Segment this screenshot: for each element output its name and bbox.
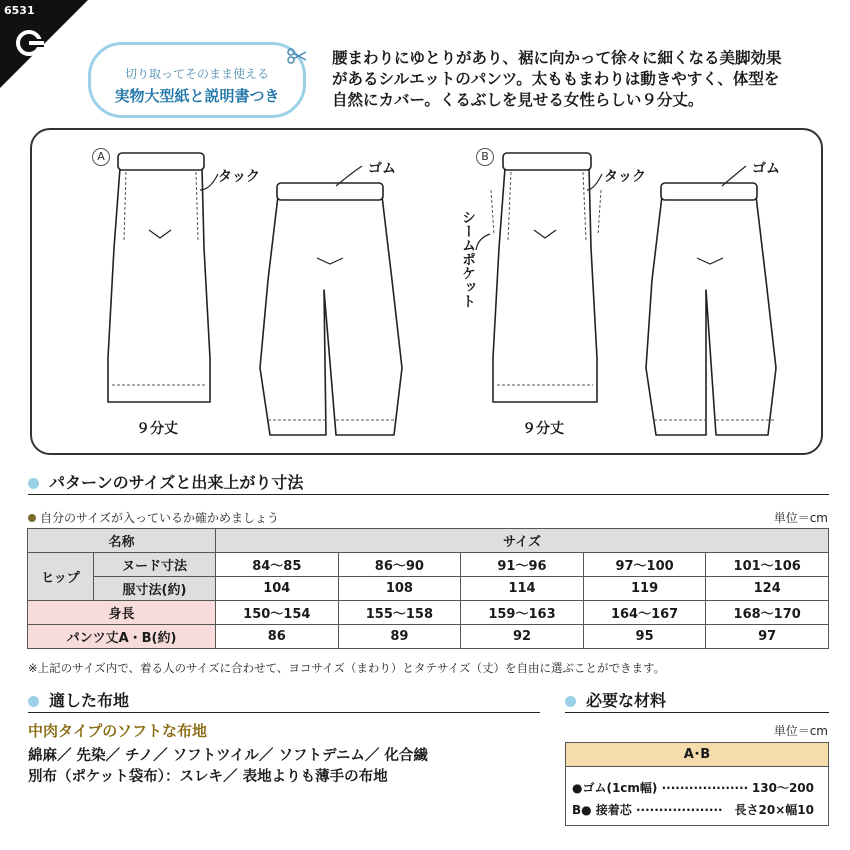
materials-table	[565, 742, 829, 826]
material-label: B● 接着芯 ···················	[572, 803, 723, 817]
bullet-icon	[28, 514, 36, 522]
row-label: ヌード寸法	[94, 553, 216, 577]
tuck-label-a: タック	[218, 169, 260, 185]
waistband-a-back	[277, 183, 383, 200]
seam-pocket-label: シームポケット	[460, 210, 476, 308]
waistband-a-front	[118, 153, 204, 170]
badge-subtitle: 切り取ってそのまま使える	[124, 67, 269, 81]
material-value: 130〜200	[751, 781, 814, 795]
badge-title: 実物大型紙と説明書つき	[114, 87, 280, 105]
name-header: 名称	[28, 529, 216, 553]
size-header: サイズ	[216, 529, 829, 553]
table-cell: 164〜167	[583, 601, 706, 625]
table-row	[28, 553, 829, 577]
illustration-panel	[30, 128, 823, 455]
table-cell: 92	[461, 625, 584, 649]
table-row	[28, 601, 829, 625]
length-label-b: ９分丈	[522, 421, 564, 437]
material-row-elastic	[572, 779, 820, 796]
style-b-marker: B	[476, 148, 494, 166]
table-cell: 97	[706, 625, 829, 649]
hip-label: ヒップ	[28, 553, 94, 601]
table-cell: 91〜96	[461, 553, 584, 577]
table-cell: 104	[216, 577, 339, 601]
materials-unit: 単位＝cm	[773, 724, 828, 738]
size-table	[27, 528, 829, 649]
description-line-3: 自然にカバー。くるぶしを見せる女性らしい９分丈。	[332, 91, 704, 109]
material-value: 長さ20×幅10	[734, 803, 814, 817]
tuck-label-b: タック	[604, 169, 646, 185]
table-cell: 86〜90	[338, 553, 461, 577]
row-label: パンツ丈A・B(約)	[28, 625, 216, 649]
table-cell: 108	[338, 577, 461, 601]
description-line-1: 腰まわりにゆとりがあり、裾に向かって徐々に細くなる美脚効果	[332, 49, 782, 67]
section-dot-icon	[28, 478, 39, 489]
section-dot-icon	[565, 696, 576, 707]
materials-section-title: 必要な材料	[565, 688, 666, 711]
materials-header: A･B	[566, 743, 828, 767]
row-label: 服寸法(約)	[94, 577, 216, 601]
size-check-note: 自分のサイズが入っているか確かめましょう	[28, 509, 279, 526]
fabric-section-title: 適した布地	[28, 688, 129, 711]
section-dot-icon	[28, 696, 39, 707]
table-row	[28, 577, 829, 601]
elastic-label-b: ゴム	[752, 161, 780, 177]
brand-logo-icon	[14, 28, 44, 58]
materials-section-divider	[565, 712, 829, 713]
pants-a-front	[108, 168, 210, 402]
fabric-subtitle: 中肉タイプのソフトな布地	[28, 722, 207, 740]
material-row-interfacing	[572, 801, 820, 818]
table-cell: 159〜163	[461, 601, 584, 625]
table-cell: 168〜170	[706, 601, 829, 625]
pants-a-back	[260, 196, 402, 435]
material-label: ●ゴム(1cm幅) ···················	[572, 781, 749, 795]
size-section-title: パターンのサイズと出来上がり寸法	[28, 470, 303, 493]
row-label: 身長	[28, 601, 216, 625]
table-cell: 97〜100	[583, 553, 706, 577]
pocket-fabric: 別布（ポケット袋布）：スレキ／ 表地よりも薄手の布地	[28, 769, 388, 785]
size-footnote: ※上記のサイズ内で、着る人のサイズに合わせて、ヨコサイズ（まわり）とタテサイズ（丈）を自由に選ぶことができます。	[28, 661, 666, 675]
scissors-icon	[287, 48, 307, 64]
table-cell: 124	[706, 577, 829, 601]
table-cell: 86	[216, 625, 339, 649]
pants-b-front	[493, 168, 597, 402]
table-header-row	[28, 529, 829, 553]
table-cell: 119	[583, 577, 706, 601]
table-cell: 150〜154	[216, 601, 339, 625]
elastic-label-a: ゴム	[368, 161, 396, 177]
length-label-a: ９分丈	[136, 421, 178, 437]
table-cell: 101〜106	[706, 553, 829, 577]
table-row	[28, 625, 829, 649]
fabric-list: 綿麻／ 先染／ チノ／ ソフトツイル／ ソフトデニム／ 化合繊	[28, 748, 428, 764]
table-cell: 95	[583, 625, 706, 649]
size-unit: 単位＝cm	[773, 511, 828, 525]
table-cell: 84〜85	[216, 553, 339, 577]
table-cell: 114	[461, 577, 584, 601]
description-line-2: があるシルエットのパンツ。太ももまわりは動きやすく、体型を	[332, 70, 780, 88]
waistband-b-front	[503, 153, 591, 170]
product-code: 6531	[4, 4, 35, 17]
waistband-b-back	[661, 183, 757, 200]
style-a-marker: A	[92, 148, 110, 166]
pants-b-back	[646, 196, 776, 435]
pants-illustration	[32, 130, 825, 457]
size-section-divider	[28, 494, 829, 495]
product-description	[332, 48, 842, 111]
pattern-badge	[88, 42, 306, 118]
table-cell: 155〜158	[338, 601, 461, 625]
table-cell: 89	[338, 625, 461, 649]
fabric-section-divider	[28, 712, 540, 713]
